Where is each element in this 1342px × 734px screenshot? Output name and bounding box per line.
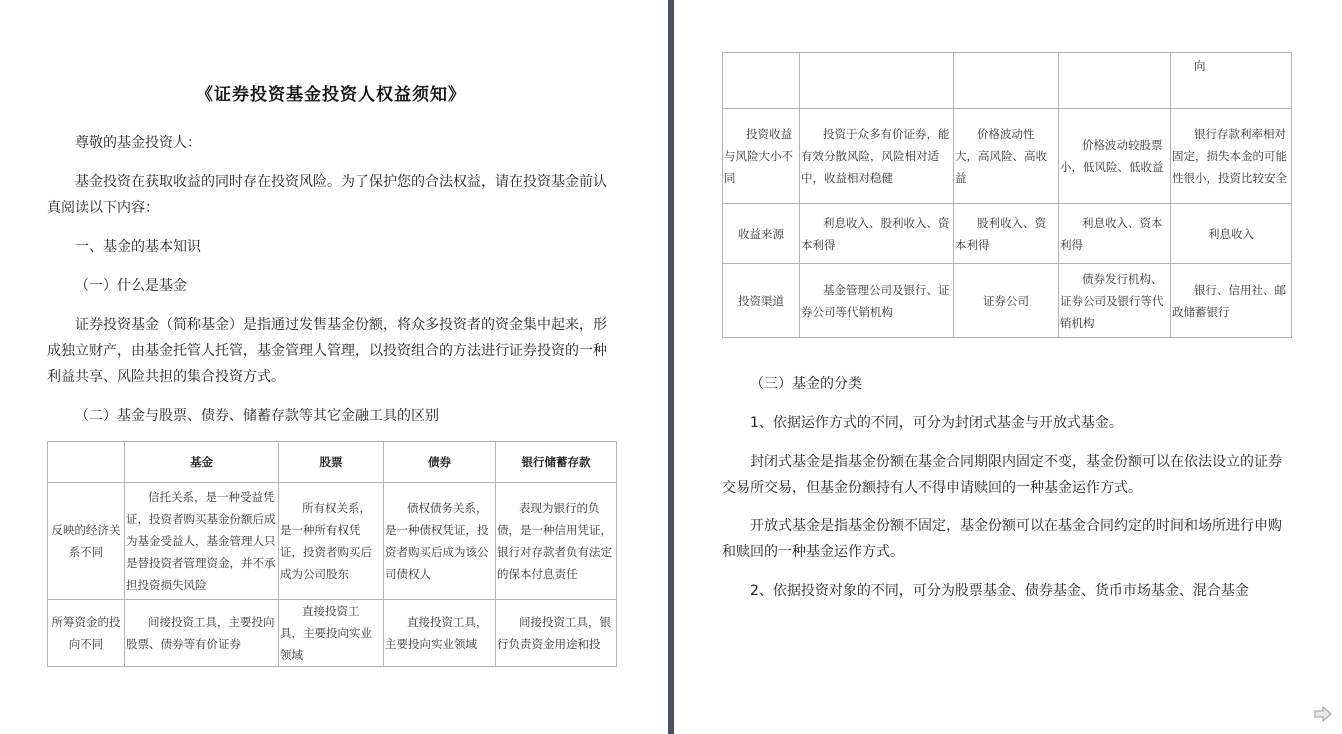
document-title: 《证券投资基金投资人权益须知》 (196, 85, 466, 105)
table-cell: 银行存款利率相对固定，损失本金的可能性很小，投资比较安全 (1171, 109, 1292, 204)
table-header-row (48, 442, 617, 483)
table-cell: 基金管理公司及银行、证券公司等代销机构 (800, 264, 954, 338)
table-cell: 投资于众多有价证券，能有效分散风险，风险相对适中，收益相对稳健 (800, 109, 954, 204)
table-cell: 股利收入、资本利得 (954, 204, 1059, 264)
table-header-cell: 银行储蓄存款 (496, 442, 617, 483)
table-header-cell (48, 442, 125, 483)
table-cell: 信托关系，是一种受益凭证，投资者购买基金份额后成为基金受益人，基金管理人只是替投资者管理资金，并不承担投资损失风险 (125, 483, 279, 600)
definition-paragraph: 证券投资基金（简称基金）是指通过发售基金份额，将众多投资者的资金集中起来，形成独立财产，由基金托管人托管，基金管理人管理，以投资组合的方法进行证券投资的一种利益共享、风险共担的集合投资方式。 (47, 317, 607, 385)
table-row (723, 109, 1292, 204)
table-cell (1059, 53, 1171, 109)
table-row-header: 所筹资金的投向不同 (48, 600, 125, 667)
table-row-header: 反映的经济关系不同 (48, 483, 125, 600)
table-cell: 价格波动性大，高风险、高收益 (954, 109, 1059, 204)
subheading-what-is-fund: （一）什么是基金 (75, 278, 187, 294)
table-cell (800, 53, 954, 109)
table-row (723, 204, 1292, 264)
table-cell: 银行、信用社、邮政储蓄银行 (1171, 264, 1292, 338)
table-cell: 证券公司 (954, 264, 1059, 338)
table-cell: 所有权关系，是一种所有权凭证，投资者购买后成为公司股东 (279, 483, 384, 600)
table-row-header: 投资渠道 (723, 264, 800, 338)
open-end-fund-paragraph: 开放式基金是指基金份额不固定，基金份额可以在基金合同约定的时间和场所进行申购和赎回的一种基金运作方式。 (722, 518, 1282, 560)
intro-paragraph: 基金投资在获取收益的同时存在投资风险。为了保护您的合法权益，请在投资基金前认真阅读以下内容： (47, 174, 607, 216)
table-row-header: 收益来源 (723, 204, 800, 264)
table-row (48, 600, 617, 667)
table-cell (954, 53, 1059, 109)
table-row-header: 投资收益与风险大小不同 (723, 109, 800, 204)
document-page-left (0, 0, 668, 734)
table-cell: 间接投资工具，主要投向股票、债券等有价证券 (125, 600, 279, 667)
comparison-table-left (47, 441, 617, 667)
table-cell: 间接投资工具，银行负责资金用途和投 (496, 600, 617, 667)
classification-item-1: 1、依据运作方式的不同，可分为封闭式基金与开放式基金。 (750, 415, 1123, 431)
closed-end-fund-paragraph: 封闭式基金是指基金份额在基金合同期限内固定不变，基金份额可以在依法设立的证券交易所交易，但基金份额持有人不得申请赎回的一种基金运作方式。 (722, 454, 1282, 496)
table-header-cell: 基金 (125, 442, 279, 483)
table-cell: 债权债务关系，是一种债权凭证，投资者购买后成为该公司债权人 (384, 483, 496, 600)
classification-item-2: 2、依据投资对象的不同，可分为股票基金、债券基金、货币市场基金、混合基金 (750, 583, 1249, 599)
table-cell: 表现为银行的负债，是一种信用凭证，银行对存款者负有法定的保本付息责任 (496, 483, 617, 600)
table-cell: 直接投资工具，主要投向实业领域 (384, 600, 496, 667)
table-row (723, 264, 1292, 338)
table-cell: 债券发行机构、证券公司及银行等代销机构 (1059, 264, 1171, 338)
table-cell: 直接投资工具，主要投向实业领域 (279, 600, 384, 667)
section-heading-basics: 一、基金的基本知识 (75, 239, 201, 255)
subheading-differences: （二）基金与股票、债券、储蓄存款等其它金融工具的区别 (75, 408, 439, 424)
table-cell (723, 53, 800, 109)
table-cell: 利息收入 (1171, 204, 1292, 264)
table-header-cell: 债券 (384, 442, 496, 483)
table-cell: 向 (1171, 53, 1292, 109)
comparison-table-right (722, 52, 1292, 338)
table-row (48, 483, 617, 600)
subheading-classification: （三）基金的分类 (750, 376, 862, 392)
table-header-cell: 股票 (279, 442, 384, 483)
table-cell: 价格波动较股票小，低风险、低收益 (1059, 109, 1171, 204)
table-cell: 利息收入、资本利得 (1059, 204, 1171, 264)
document-page-right (674, 0, 1342, 734)
table-row (723, 53, 1292, 109)
next-page-arrow-icon[interactable] (1314, 706, 1332, 722)
greeting-paragraph: 尊敬的基金投资人： (75, 135, 201, 151)
table-cell: 利息收入、股利收入、资本利得 (800, 204, 954, 264)
